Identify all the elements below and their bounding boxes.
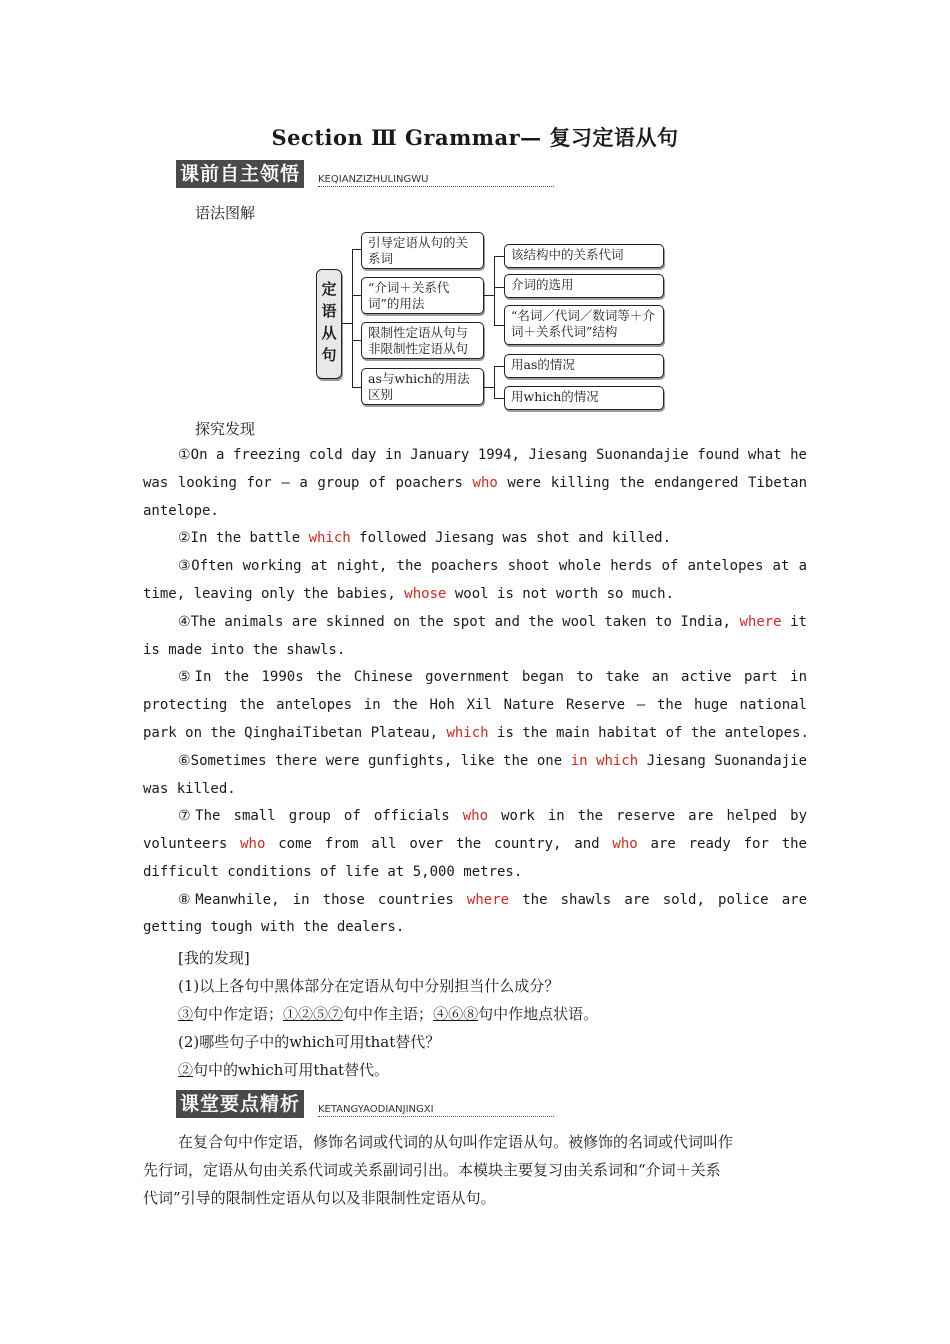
sentence-1-line-2 [143, 469, 807, 497]
section-banner-key-points [176, 1090, 434, 1120]
page-title: Section Ⅲ Grammar— 复习定语从句 [271, 125, 679, 150]
diagram-node-relatives [361, 232, 484, 269]
relative-word: who [240, 836, 266, 852]
sentence-5-line-1: ⑤In the 1990s the Chinese government began to take an active part in [178, 669, 807, 685]
label-explore: 探究发现 [195, 420, 256, 438]
diagram-node-label: 引导定语从句的关系词 [368, 235, 469, 266]
diagram-leaf-label: 该结构中的关系代词 [511, 247, 624, 262]
text: were killing the endangered Tibetan [497, 475, 807, 491]
findings-question-1: (1)以上各句中黑体部分在定语从句中分别担当什么成分？ [178, 977, 560, 995]
text: is the main habitat of the antelopes. [488, 725, 809, 741]
diagram-root [316, 269, 342, 379]
text: time, leaving only the babies, [143, 586, 405, 602]
diagram-node-restrictive [361, 322, 484, 359]
text: ⑥Sometimes there were gunfights, like the one [178, 753, 571, 769]
diagram-leaf-use-which [504, 386, 664, 410]
text: followed Jiesang was shot and killed. [350, 530, 672, 546]
banner-text: 课堂要点精析 [176, 1090, 304, 1118]
text: come from all over the country, and [265, 836, 613, 852]
sentence-3-line-1: ③Often working at night, the poachers shoot whole herds of antelopes at a [178, 558, 807, 574]
sentence-6-line-2: was killed. [143, 781, 236, 797]
intro-line-1: 在复合句中作定语，修饰名词或代词的从句叫作定语从句。被修饰的名词或代词叫作 [178, 1133, 734, 1151]
relative-word: where [739, 614, 782, 630]
sentence-1-line-1: ①On a freezing cold day in January 1994, Jiesang Suonandajie found what he [178, 447, 807, 463]
banner-text: 课前自主领悟 [176, 160, 304, 188]
relative-word: where [466, 892, 510, 908]
relative-word: who [462, 808, 489, 824]
diagram-leaf-prep-choice [504, 274, 664, 298]
diagram-node-label: “介词＋关系代词”的用法 [368, 280, 450, 311]
diagram-node-prep-relative [361, 277, 484, 314]
answer-blank: ③ [178, 1005, 194, 1023]
text: volunteers [143, 836, 241, 852]
intro-line-2: 先行词，定语从句由关系代词或关系副词引出。本模块主要复习由关系词和“介词＋关系 [143, 1161, 721, 1179]
relative-word: who [472, 475, 498, 491]
relative-word: which [308, 530, 351, 546]
text: 句中作主语； [343, 1005, 434, 1023]
sentence-5-line-3 [143, 719, 809, 747]
findings-header: [我的发现] [178, 949, 250, 967]
text: ⑧Meanwhile, in those countries [178, 892, 467, 908]
sentence-8-line-2: getting tough with the dealers. [143, 919, 405, 935]
diagram-leaf-label: 用as的情况 [511, 357, 575, 372]
sentence-8-line-1 [178, 886, 807, 914]
diagram-leaf-label: 用which的情况 [511, 389, 599, 404]
relative-word: in which [570, 753, 639, 769]
text: ④The animals are skinned on the spot and the wool taken to India, [178, 614, 740, 630]
text: ⑦The small group of officials [178, 808, 463, 824]
text: ②In the battle [178, 530, 309, 546]
diagram-leaf-pronouns [504, 244, 664, 268]
banner-subtitle: KEQIANZIZHULINGWU [318, 174, 554, 187]
sentence-5-line-2: protecting the antelopes in the Hoh Xil Nature Reserve — the huge national [143, 697, 807, 713]
sentence-7-line-1 [178, 802, 807, 830]
answer-blank: ② [178, 1061, 194, 1079]
answer-blank: ④⑥⑧ [433, 1005, 479, 1023]
diagram-leaf-noun-prep-structure [504, 305, 664, 345]
sentence-7-line-3: difficult conditions of life at 5,000 metres. [143, 864, 523, 880]
text: Jiesang Suonandajie [638, 753, 807, 769]
diagram-leaf-label: 介词的选用 [511, 277, 574, 292]
text: 句中的which可用that替代。 [193, 1061, 390, 1079]
diagram-node-label: as与which的用法区别 [368, 371, 470, 402]
findings-answer-1 [178, 1000, 598, 1028]
diagram-node-as-which [361, 368, 484, 405]
diagram-leaf-use-as [504, 354, 664, 378]
text: 句中作地点状语。 [478, 1005, 599, 1023]
sentence-4-line-2: is made into the shawls. [143, 642, 346, 658]
sentence-7-line-2 [143, 830, 807, 858]
example-sentences [143, 441, 807, 941]
sentence-6-line-1 [178, 747, 807, 775]
diagram-node-label: 限制性定语从句与非限制性定语从句 [368, 325, 469, 356]
findings-question-2: (2)哪些句子中的which可用that替代？ [178, 1033, 441, 1051]
text: wool is not worth so much. [446, 586, 675, 602]
label-grammar-diagram: 语法图解 [195, 204, 256, 222]
text: the shawls are sold, police are [509, 892, 807, 908]
grammar-diagram [0, 0, 950, 420]
diagram-root-label: 定语从句 [321, 280, 337, 364]
text: are ready for the [637, 836, 807, 852]
answer-blank: ①②⑤⑦ [283, 1005, 344, 1023]
intro-line-3: 代词”引导的限制性定语从句以及非限制性定语从句。 [143, 1189, 496, 1207]
relative-word: who [612, 836, 638, 852]
text: it [781, 614, 807, 630]
relative-word: whose [404, 586, 447, 602]
relative-word: which [446, 725, 489, 741]
banner-subtitle: KETANGYAODIANJINGXI [318, 1104, 554, 1117]
sentence-3-line-2 [143, 580, 674, 608]
text: park on the QinghaiTibetan Plateau, [143, 725, 447, 741]
text: was looking for — a group of poachers [143, 475, 473, 491]
sentence-4-line-1 [178, 608, 807, 636]
diagram-leaf-label: “名词／代词／数词等＋介词＋关系代词”结构 [511, 308, 655, 339]
text: 句中作定语； [193, 1005, 284, 1023]
text: work in the reserve are helped by [488, 808, 807, 824]
findings-answer-2 [178, 1056, 389, 1084]
sentence-2-line-1 [178, 524, 671, 552]
sentence-1-line-3: antelope. [143, 503, 219, 519]
